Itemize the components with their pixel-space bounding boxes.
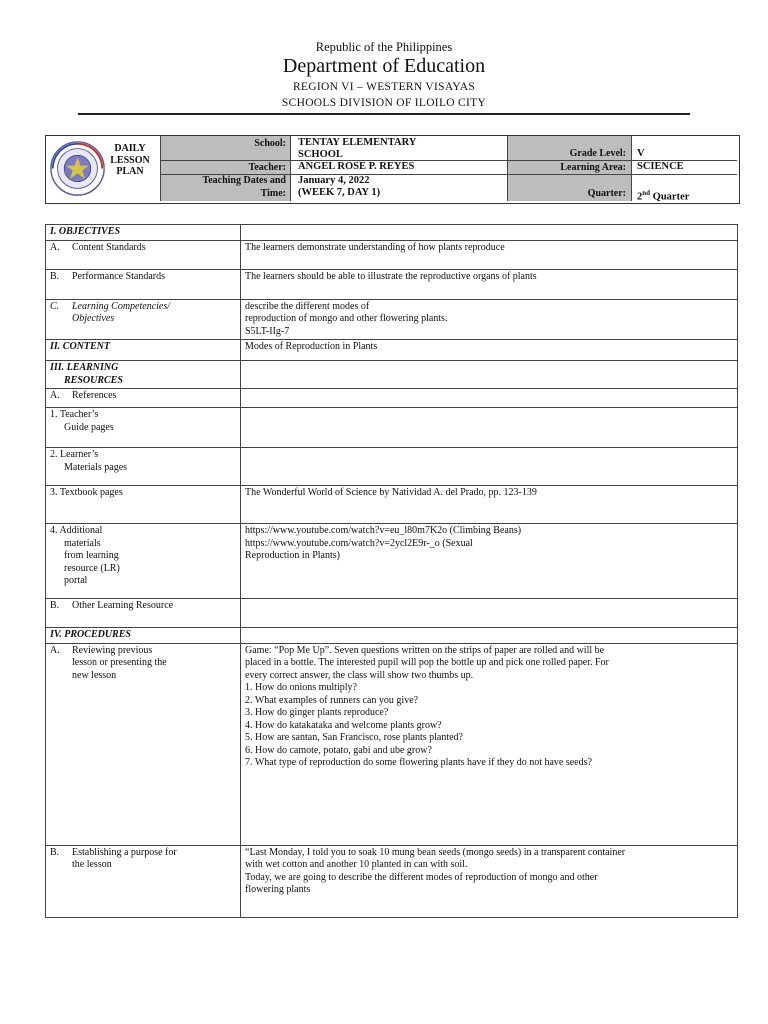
content-value: Modes of Reproduction in Plants [241, 340, 738, 361]
content-standards-value: The learners demonstrate understanding of how plants reproduce [241, 240, 738, 269]
dates-label: Teaching Dates and Time: [202, 175, 286, 199]
references-row: A. References [46, 389, 738, 408]
procedures-heading: IV. PROCEDURES [46, 628, 241, 644]
purpose-row: B. Establishing a purpose for the lesson “Last Monday, I told you to soak 10 mung bean seeds (mongo seeds) in a transparent container with wet cotton and another 10 planted in can with soil. Today, we are going to describe the different modes of reproduction of mongo and other flowering plants [46, 845, 738, 917]
reviewing-value: Game: “Pop Me Up”. Seven questions written on the strips of paper are rolled and will be placed in a bottle. The interested pupil will pop the bottle up and pick one rolled paper. For every correct answer, the class will show two thumbs up. 1. How do onions multiply? 2. What examples of runners can you give? 3. How do ginger plants reproduce? 4. How do katakataka and welcome plants grow? 5. How are santan, San Francisco, rose plants planted? 6. How do camote, potato, gabi and ube grow? 7. What type of reproduction do some flowering plants have if they do not have seeds? [241, 643, 738, 845]
division-line: SCHOOLS DIVISION OF ILOILO CITY [281, 97, 487, 109]
references-label: References [72, 390, 117, 401]
competencies-label: Learning Competencies/ [72, 300, 171, 312]
header-rule [78, 113, 690, 115]
grade-value: V [637, 148, 645, 159]
textbook-value: The Wonderful World of Science by Natividad A. del Prado, pp. 123-139 [241, 486, 738, 524]
content-standards-label: Content Standards [72, 241, 146, 253]
learning-resources-row [46, 361, 738, 389]
grade-label: Grade Level: [569, 148, 626, 159]
additional-materials-label: 4. Additional materials from learning resource (LR) portal [46, 524, 241, 599]
area-value: SCIENCE [637, 161, 684, 172]
area-label: Learning Area: [560, 162, 626, 173]
learners-materials-row [46, 448, 738, 486]
info-box [45, 135, 740, 204]
performance-standards-value: The learners should be able to illustrate the reproductive organs of plants [241, 269, 738, 299]
teachers-guide-label: 1. Teacher’s Guide pages [46, 408, 241, 448]
competencies-value: describe the different modes of reproduction of mongo and other flowering plants. S5LT-IIg-7 [241, 299, 738, 340]
dates-value: January 4, 2022 (WEEK 7, DAY 1) [298, 175, 381, 198]
content-standards-row: A. Content Standards The learners demonstrate understanding of how plants reproduce [46, 240, 738, 269]
reviewing-label: Reviewing previous [72, 644, 153, 656]
textbook-row [46, 486, 738, 524]
additional-materials-value: https://www.youtube.com/watch?v=eu_l80m7K2o (Climbing Beans) https://www.youtube.com/watch?v=2ycl2E9r-_o (Sexual Reproduction in Plants) [241, 524, 738, 599]
lesson-plan-table [45, 224, 738, 918]
deped-seal-icon [49, 140, 106, 197]
region-line: REGION VI – WESTERN VISAYAS [292, 81, 476, 93]
climbing-beans-link[interactable]: https://www.youtube.com/watch?v=eu_l80m7K2o (Climbing Beans) [245, 525, 522, 536]
other-resource-label: Other Learning Resource [72, 600, 174, 611]
purpose-label: Establishing a purpose for [72, 846, 177, 858]
school-label: School: [254, 138, 286, 149]
performance-standards-label: Performance Standards [72, 270, 166, 282]
school-value: TENTAY ELEMENTARY SCHOOL [298, 137, 417, 160]
content-heading: II. CONTENT [46, 340, 241, 361]
content-row [46, 340, 738, 361]
teacher-value: ANGEL ROSE P. REYES [298, 161, 415, 172]
objectives-heading: I. OBJECTIVES [46, 225, 241, 241]
competencies-row: C. Learning Competencies/ Objectives describe the different modes of reproduction of mongo and other flowering plants. S5LT-IIg-7 [46, 299, 738, 340]
procedures-row [46, 628, 738, 644]
textbook-label: 3. Textbook pages [46, 486, 241, 524]
other-resource-row: B. Other Learning Resource [46, 599, 738, 628]
teachers-guide-row [46, 408, 738, 448]
quarter-label: Quarter: [587, 188, 626, 199]
objectives-row [46, 225, 738, 241]
additional-materials-row [46, 524, 738, 599]
learning-resources-heading: III. LEARNING RESOURCES [46, 361, 241, 389]
sexual-reproduction-link[interactable]: https://www.youtube.com/watch?v=2ycl2E9r-_o (Sexual [245, 537, 473, 549]
purpose-value: “Last Monday, I told you to soak 10 mung bean seeds (mongo seeds) in a transparent container with wet cotton and another 10 planted in can with soil. Today, we are going to describe the different modes of reproduction of mongo and other flowering plants [241, 845, 738, 917]
quarter-value: 2nd Quarter [637, 189, 690, 203]
reviewing-row: A. Reviewing previous lesson or presenting the new lesson Game: “Pop Me Up”. Seven questions written on the strips of paper are rolled and will be placed in a bottle. The interested pupil will pop the bottle up and pick one rolled paper. For every correct answer, the class will show two thumbs up. 1. How do onions multiply? 2. What examples of runners can you give? 3. How do ginger plants reproduce? 4. How do katakataka and welcome plants grow? 5. How are santan, San Francisco, rose plants planted? 6. How do camote, potato, gabi and ube grow? 7. What type of reproduction do some flowering plants have if they do not have seeds? [46, 643, 738, 845]
performance-standards-row: B. Performance Standards The learners should be able to illustrate the reproductive organs of plants [46, 269, 738, 299]
department-title: Department of Education [282, 55, 486, 77]
republic-line: Republic of the Philippines [315, 40, 453, 54]
learners-materials-label: 2. Learner’s Materials pages [46, 448, 241, 486]
teacher-label: Teacher: [248, 162, 286, 173]
dlp-label: DAILY LESSON PLAN [110, 143, 150, 177]
